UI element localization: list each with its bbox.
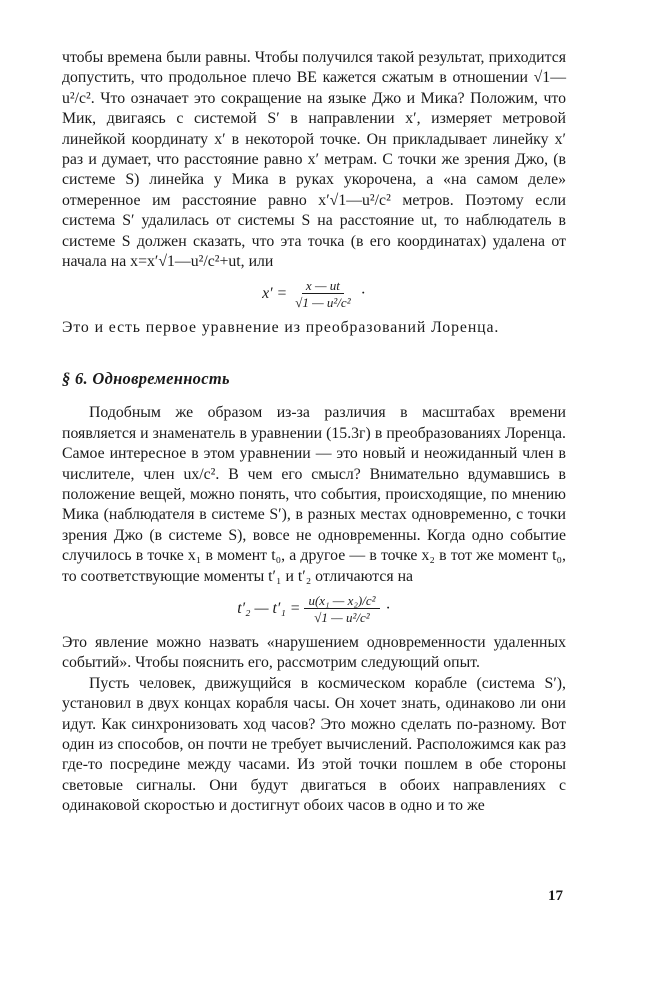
formula-1-end: ·	[360, 285, 366, 303]
paragraph-4: Это явление можно назвать «нарушением одновременности удаленных событий». Чтобы пояснить его, рассмотрим следующий опыт.	[62, 633, 566, 672]
formula-2-numerator: u(x₁ — x₂)/c²	[304, 593, 379, 609]
formula-1-denominator: √1 — u²/c²	[295, 295, 351, 311]
formula-time-difference	[62, 593, 566, 625]
page-number: 17	[548, 888, 563, 904]
formula-2-denominator: √1 — u²/c²	[314, 609, 370, 625]
formula-2-end: ·	[385, 599, 391, 617]
formula-lorentz-x	[62, 278, 566, 310]
paragraph-2: Это и есть первое уравнение из преобразований Лоренца.	[62, 319, 500, 337]
paragraph-3: Подобным же образом из-за различия в масштабах времени появляется и знаменатель в уравнении (15.3г) в преобразованиях Лоренца. Самое интересное в этом уравнении — это новый и неожиданный член в числителе, член ux/c². В чем его смысл? Внимательно вдумавшись в положение вещей, можно понять, что события, происходящие, по мнению Мика (наблюдателя в системе S′), в разных местах одновременно, с точки зрения Джо (в системе S), вовсе не одновременны. Когда одно событие случилось в точке x₁ в момент t₀, а другое — в точке x₂ в тот же момент t₀, то соответствующие моменты t′₁ и t′₂ отличаются на	[62, 404, 566, 585]
paragraph-1: чтобы времена были равны. Чтобы получился такой результат, приходится допустить, что продольное плечо BE кажется сжатым в отношении √1—u²/c². Что означает это сокращение на языке Джо и Мика? Положим, что Мик, двигаясь с системой S′ в направлении x′, измеряет метровой линейкой координату x′ в некоторой точке. Он прикладывает линейку x′ раз и думает, что расстояние равно x′ метрам. С точки же зрения Джо, (в системе S) линейка у Мика в руках укорочена, а «на самом деле» отмеренное им расстояние равно x′√1—u²/c² метров. Поэтому если система S′ удалилась от системы S на расстояние ut, то наблюдатель в системе S должен сказать, что эта точка (в его координатах) удалена от начала на x=x′√1—u²/c²+ut, или	[62, 49, 566, 271]
formula-2-lhs: t′₂ — t′₁ =	[237, 599, 301, 617]
formula-1-lhs: x′ =	[262, 285, 288, 303]
formula-1-fraction	[291, 278, 354, 310]
section-heading: § 6. Одновременность	[62, 368, 230, 388]
paragraph-5: Пусть человек, движущийся в космическом корабле (система S′), установил в двух концах корабля часы. Он хочет знать, одинаково ли они идут. Как синхронизовать ход часов? Это можно сделать по-разному. Вот один из способов, он почти не требует вычислений. Расположимся как раз где-то посредине между часами. Из этой точки пошлем в обе стороны световые сигналы. Они будут двигаться в обоих направлениях с одинаковой скоростью и достигнут обоих часов в одно и то же	[62, 674, 566, 815]
formula-2-fraction	[304, 593, 379, 625]
formula-1-numerator: x — ut	[302, 278, 344, 294]
page-body	[62, 48, 566, 817]
